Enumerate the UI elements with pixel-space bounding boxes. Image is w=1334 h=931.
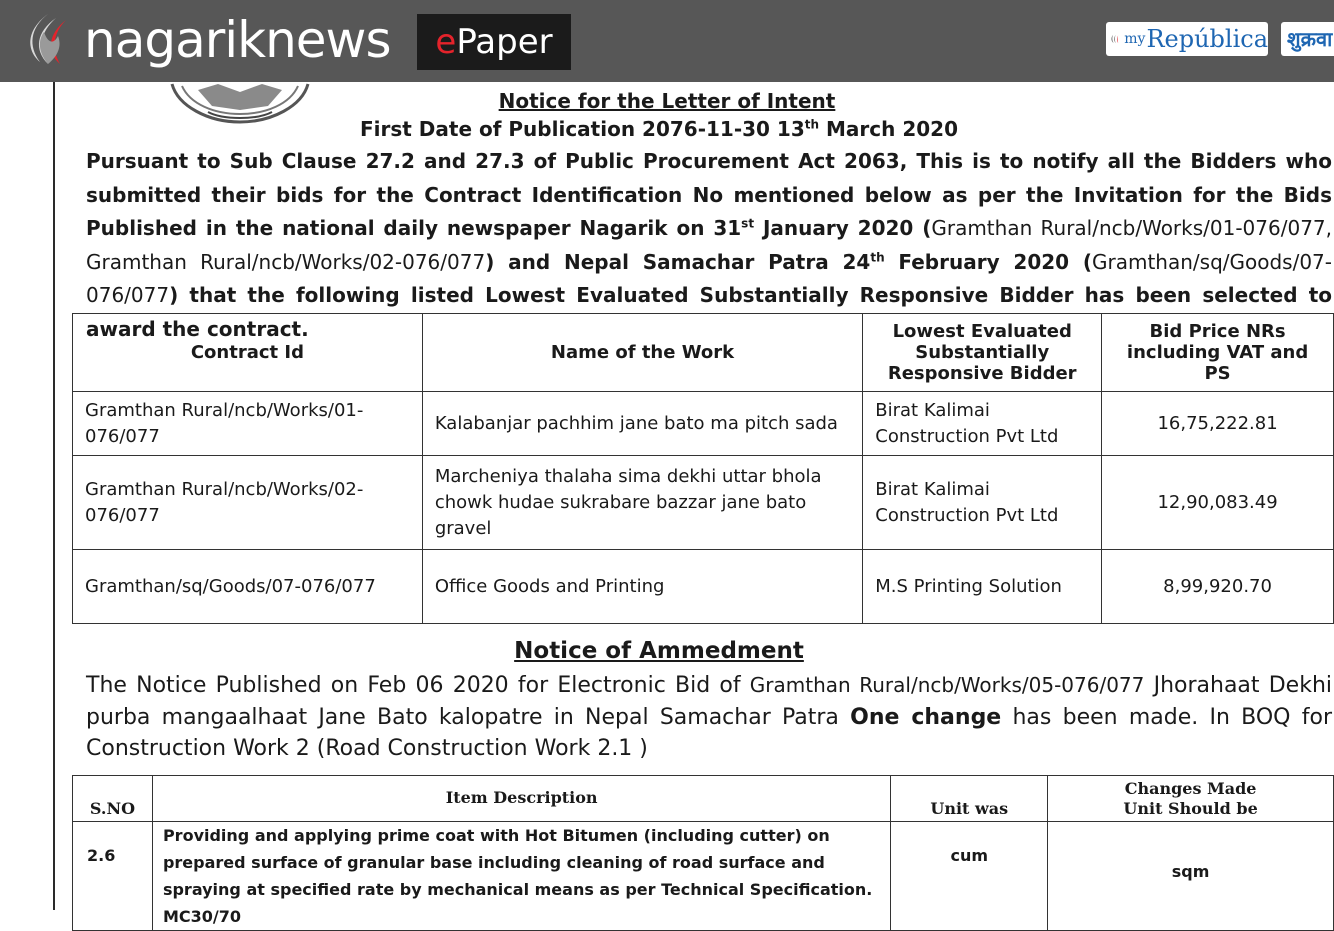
table-row [73, 550, 1334, 624]
loi-paragraph: Pursuant to Sub Clause 27.2 and 27.3 of Public Procurement Act 2063, This is to notify all the Bidders who submitted their bids for the Contract Identification No mentioned below as per the Invitation for the Bids Published in the national daily newspaper Nagarik on 31st January 2020 (Gramthan Rural/ncb/Works/01-076/077, Gramthan Rural/ncb/Works/02-076/077) and Nepal Samachar Patra 24th February 2020 (Gramthan/sq/Goods/07-076/077) that the following listed Lowest Evaluated Substantially Responsive Bidder has been selected to award the contract. [86, 149, 1332, 341]
sno-cell: 2.6 [73, 822, 153, 931]
column-header: Name of the Work [422, 314, 862, 392]
publication-date: First Date of Publication 2076-11-30 13th March 2020 [360, 117, 958, 141]
work-name-cell: Kalabanjar pachhim jane bato ma pitch sada [422, 392, 862, 456]
item-description-cell: Providing and applying prime coat with Hot Bitumen (including cutter) on prepared surface of granular base including cleaning of road surface and spraying at specified rate by mechanical means as per Technical Specification. MC30/70 [152, 822, 890, 931]
epaper-badge[interactable] [417, 14, 571, 70]
work-name-cell: Office Goods and Printing [422, 550, 862, 624]
table-row [73, 822, 1334, 931]
amendment-paragraph: The Notice Published on Feb 06 2020 for Electronic Bid of Gramthan Rural/ncb/Works/05-076/077 Jhorahaat Dekhi purba mangaalhaat Jane Bato kalopatre in Nepal Samachar Patra One change has been made. In BOQ for Construction Work 2 (Road Construction Work 2.1 ) [86, 673, 1333, 761]
unit-was-header: Unit was [891, 776, 1048, 822]
table-header-row [73, 776, 1334, 822]
sno-header: S.NO [73, 776, 153, 822]
loi-title: Notice for the Letter of Intent [498, 89, 836, 113]
amendment-title: Notice of Ammedment [514, 638, 804, 664]
epaper-prefix: e [435, 22, 457, 62]
unit-was-cell: cum [891, 822, 1048, 931]
boq-change-table [72, 775, 1334, 931]
table-row [73, 392, 1334, 456]
changes-made-label: Changes Made [1124, 778, 1257, 798]
column-header: Contract Id [73, 314, 423, 392]
bidder-cell: Birat Kalimai Construction Pvt Ltd [863, 456, 1102, 550]
flame-icon [1110, 28, 1121, 50]
bid-price-cell: 8,99,920.70 [1102, 550, 1334, 624]
nagariknews-logo[interactable] [18, 10, 391, 70]
table-row [73, 456, 1334, 550]
changes-header [1048, 776, 1334, 822]
epaper-label: Paper [456, 22, 553, 62]
unit-should-be-label: Unit Should be [1123, 798, 1258, 818]
bid-price-cell: 16,75,222.81 [1102, 392, 1334, 456]
column-header: Bid Price NRs including VAT and PS [1102, 314, 1334, 392]
item-description-header: Item Description [152, 776, 890, 822]
partner-tab[interactable]: शुक्रवा [1281, 22, 1334, 56]
republica-my: my [1124, 31, 1146, 47]
contract-id-cell: Gramthan/sq/Goods/07-076/077 [73, 550, 423, 624]
work-name-cell: Marcheniya thalaha sima dekhi uttar bhola chowk hudae sukrabare bazzar jane bato gravel [422, 456, 862, 550]
bidder-cell: Birat Kalimai Construction Pvt Ltd [863, 392, 1102, 456]
contract-id-cell: Gramthan Rural/ncb/Works/01-076/077 [73, 392, 423, 456]
contract-award-table [72, 313, 1334, 624]
unit-should-be-cell: sqm [1048, 822, 1334, 931]
page-edge-rule [53, 82, 55, 910]
top-bar [0, 0, 1334, 82]
bidder-cell: M.S Printing Solution [863, 550, 1102, 624]
myrepublica-link[interactable] [1106, 22, 1268, 56]
column-header: Lowest Evaluated Substantially Responsive Bidder [863, 314, 1102, 392]
flame-logo-icon [18, 10, 80, 70]
brand-name: nagariknews [84, 11, 391, 69]
bid-price-cell: 12,90,083.49 [1102, 456, 1334, 550]
table-header-row [73, 314, 1334, 392]
republica-name: República [1146, 25, 1268, 53]
contract-id-cell: Gramthan Rural/ncb/Works/02-076/077 [73, 456, 423, 550]
